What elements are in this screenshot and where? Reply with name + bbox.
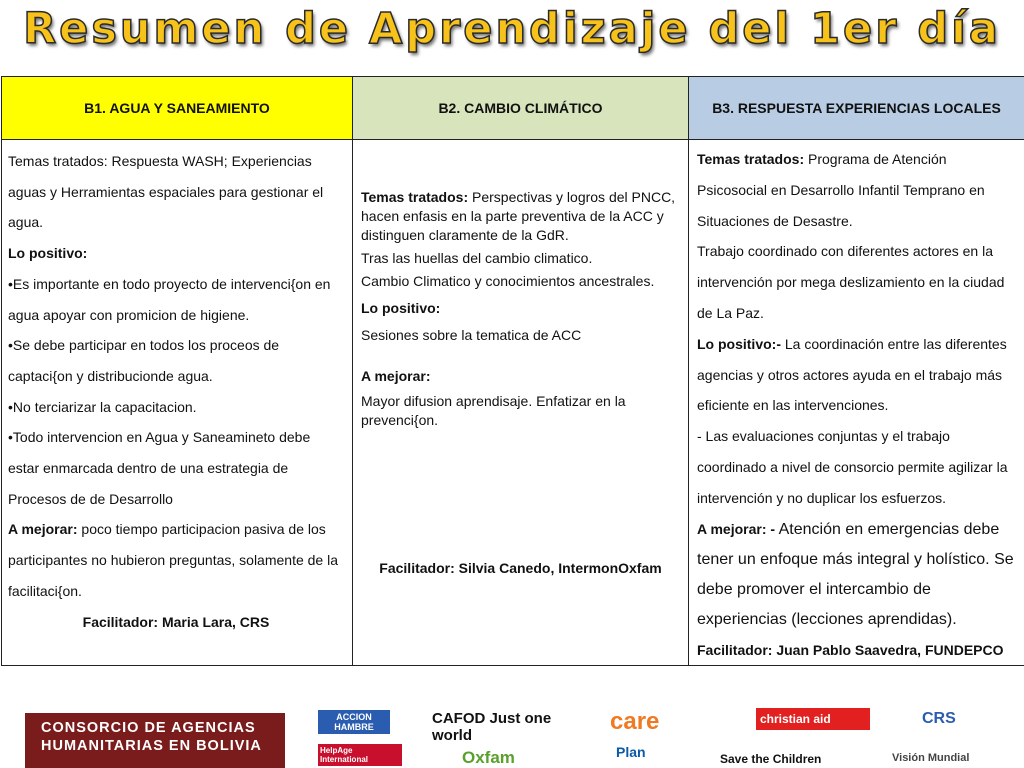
b3-positivo-text: La coordinación entre las diferentes agencias y otros actores ayuda en el trabajo más eficiente en las intervenciones. xyxy=(697,335,1007,414)
b2-positivo-text: Sesiones sobre la tematica de ACC xyxy=(361,327,582,343)
b2-cell xyxy=(353,140,689,666)
crs-logo: CRS xyxy=(922,710,956,727)
b1-item: •Todo intervencion en Agua y Saneamineto debe estar enmarcada dentro de una estrategia de Procesos de de Desarrollo xyxy=(8,429,311,507)
b1-facilitador: Facilitador: Maria Lara, CRS xyxy=(82,613,270,630)
consorcio-line: HUMANITARIAS EN BOLIVIA xyxy=(41,738,262,754)
b3-temas xyxy=(697,144,1018,236)
b1-item: •No terciarizar la capacitacion. xyxy=(8,398,197,415)
b2-facilitador: Facilitador: Silvia Canedo, IntermonOxfam xyxy=(379,560,662,576)
b2-positivo-label: Lo positivo: xyxy=(361,300,441,316)
b3-facilitador: Facilitador: Juan Pablo Saavedra, FUNDEPCO xyxy=(697,641,1004,658)
b3-temas-label: Temas tratados: xyxy=(697,151,805,167)
b1-cell xyxy=(2,140,353,666)
b3-dash-item: - Las evaluaciones conjuntas y el trabajo coordinado a nivel de consorcio permite agilizar la intervención y no duplicar los esfuerzos. xyxy=(697,428,1008,506)
b2-line: Tras las huellas del cambio climatico. xyxy=(361,250,593,266)
b1-item: •Es importante en todo proyecto de intervenci{on en agua apoyar con promicion de higiene. xyxy=(8,275,331,323)
b2-mejorar-text: Mayor difusion aprendisaje. Enfatizar en la prevenci{on. xyxy=(361,393,626,428)
save-the-children-logo: Save the Children xyxy=(720,752,822,766)
summary-table xyxy=(1,76,1024,666)
b3-mejorar-label: A mejorar: - xyxy=(697,520,776,537)
oxfam-logo: Oxfam xyxy=(462,748,515,767)
vision-mundial-logo: Visión Mundial xyxy=(892,752,970,764)
content-row xyxy=(2,140,1024,666)
b2-temas-text: Perspectivas y logros del PNCC, hacen enfasis en la parte preventiva de la ACC y distinguen claramente de la GdR. xyxy=(361,189,676,243)
b3-mejorar-text: Atención en emergencias debe tener un enfoque más integral y holístico. Se debe promover el intercambio de experiencias (lecciones aprendidas). xyxy=(697,520,1014,628)
cafod-logo: CAFOD Just one world xyxy=(432,710,552,744)
b3-positivo-label: Lo positivo:- xyxy=(697,335,781,352)
consorcio-line: CONSORCIO DE AGENCIAS xyxy=(41,720,256,736)
helpage-logo: HelpAge International xyxy=(318,744,402,766)
b3-cell xyxy=(689,140,1024,666)
b2-mejorar-label: A mejorar: xyxy=(361,368,431,384)
b2-line: Cambio Climatico y conocimientos ancestrales. xyxy=(361,273,655,289)
b1-temas: Temas tratados: Respuesta WASH; Experiencias aguas y Herramientas espaciales para gestionar el agua. xyxy=(8,153,324,231)
header-row xyxy=(2,77,1024,140)
care-logo: care xyxy=(610,708,660,735)
b3-line: Trabajo coordinado con diferentes actores en la intervención por mega deslizamiento en la ciudad de La Paz. xyxy=(697,243,1005,321)
b1-mejorar-label: A mejorar: xyxy=(8,521,78,538)
b1-mejorar xyxy=(8,514,344,606)
header-b1: B1. AGUA Y SANEAMIENTO xyxy=(2,77,353,140)
christian-aid-logo: christian aid xyxy=(756,708,870,730)
b3-mejorar xyxy=(697,514,1018,635)
accion-hambre-logo: ACCION HAMBRE xyxy=(318,710,390,734)
header-b2: B2. CAMBIO CLIMÁTICO xyxy=(353,77,689,140)
b1-mejorar-text: poco tiempo participacion pasiva de los participantes no hubieron preguntas, solamente de la facilitaci{on. xyxy=(8,521,338,599)
b3-positivo xyxy=(697,329,1018,421)
b2-temas-label: Temas tratados: xyxy=(361,189,469,205)
b2-temas xyxy=(361,188,680,245)
b1-item: •Se debe participar en todos los proceos de captaci{on y distribucionde agua. xyxy=(8,337,280,384)
plan-logo: Plan xyxy=(616,744,646,760)
consorcio-logo xyxy=(25,713,285,768)
header-b3: B3. RESPUESTA EXPERIENCIAS LOCALES xyxy=(689,77,1024,140)
page-title: Resumen de Aprendizaje del 1er día xyxy=(23,4,1001,54)
b1-positivo-label: Lo positivo: xyxy=(8,245,88,262)
b3-temas-text: Programa de Atención Psicosocial en Desarrollo Infantil Temprano en Situaciones de Desastre. xyxy=(697,151,985,229)
partner-logos xyxy=(0,672,1024,768)
